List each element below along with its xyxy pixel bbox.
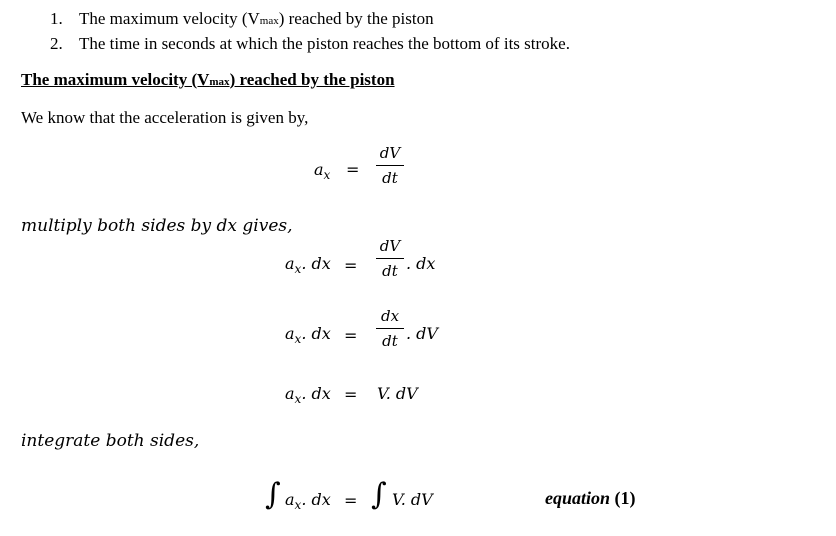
eq3-fraction-bar: [376, 328, 404, 329]
step-integrate: integrate both sides,: [21, 431, 200, 451]
eq3-numerator: dx: [380, 307, 400, 325]
eq1-subscript: x: [323, 168, 331, 182]
heading-text-after: ) reached by the piston: [229, 70, 395, 89]
eq1-equals: =: [346, 160, 360, 179]
list-item-1: [50, 9, 434, 29]
list-item-2: [50, 34, 570, 54]
eq3-fraction: [376, 306, 404, 351]
eq4-rhs: V. dV: [377, 384, 418, 403]
eq5-integral-left: ∫: [265, 477, 281, 512]
list-text: The time in seconds at which the piston reaches the bottom of its stroke.: [78, 34, 570, 53]
eq2-lhs: [285, 254, 331, 276]
eq5-subscript: x: [294, 498, 302, 512]
eq3-subscript: x: [294, 332, 302, 346]
eq5-rhs: V. dV: [392, 490, 433, 509]
eq3-equals: =: [344, 326, 358, 345]
step-multiply: multiply both sides by dx gives,: [21, 216, 293, 236]
eq4-a: a: [285, 384, 295, 403]
eq3-lhs: [285, 324, 331, 346]
eq1-fraction-bar: [376, 165, 404, 166]
eq4-lhs-rest: . dx: [301, 384, 331, 403]
list-text-after: ) reached by the piston: [278, 9, 434, 28]
eq2-subscript: x: [294, 262, 302, 276]
eq2-lhs-rest: . dx: [301, 254, 331, 273]
heading-text: The maximum velocity (V: [21, 70, 210, 89]
eq5-integral-right: ∫: [371, 477, 387, 512]
list-text: The maximum velocity (V: [78, 9, 260, 28]
equation-label: [545, 488, 636, 509]
section-heading: [21, 70, 395, 90]
eq2-denominator: dt: [382, 262, 398, 280]
eq2-rhs-rest: . dx: [406, 254, 436, 273]
eq2-fraction-bar: [376, 258, 404, 259]
eq3-lhs-rest: . dx: [301, 324, 331, 343]
eq2-a: a: [285, 254, 295, 273]
equation-label-number: (1): [614, 488, 636, 508]
eq3-rhs-rest: . dV: [406, 324, 438, 343]
eq5-lhs: [285, 490, 331, 512]
list-number: 1.: [50, 9, 63, 28]
list-subscript: max: [259, 15, 279, 27]
eq5-equals: =: [344, 491, 358, 510]
eq1-fraction: [376, 143, 404, 188]
eq5-a: a: [285, 490, 295, 509]
eq1-denominator: dt: [382, 169, 398, 187]
list-number: 2.: [50, 34, 63, 53]
eq1-numerator: dV: [379, 144, 401, 162]
heading-subscript: max: [209, 76, 230, 88]
eq5-lhs-rest: . dx: [301, 490, 331, 509]
eq1-lhs: [314, 160, 331, 182]
intro-paragraph: We know that the acceleration is given by,: [21, 108, 309, 127]
equation-label-text: equation: [545, 488, 611, 508]
eq4-equals: =: [344, 385, 358, 404]
eq4-subscript: x: [294, 392, 302, 406]
eq2-equals: =: [344, 256, 358, 275]
eq2-numerator: dV: [379, 237, 401, 255]
eq3-a: a: [285, 324, 295, 343]
eq4-lhs: [285, 384, 331, 406]
eq2-fraction: [376, 236, 404, 281]
eq3-denominator: dt: [382, 332, 398, 350]
eq1-a: a: [314, 160, 324, 179]
